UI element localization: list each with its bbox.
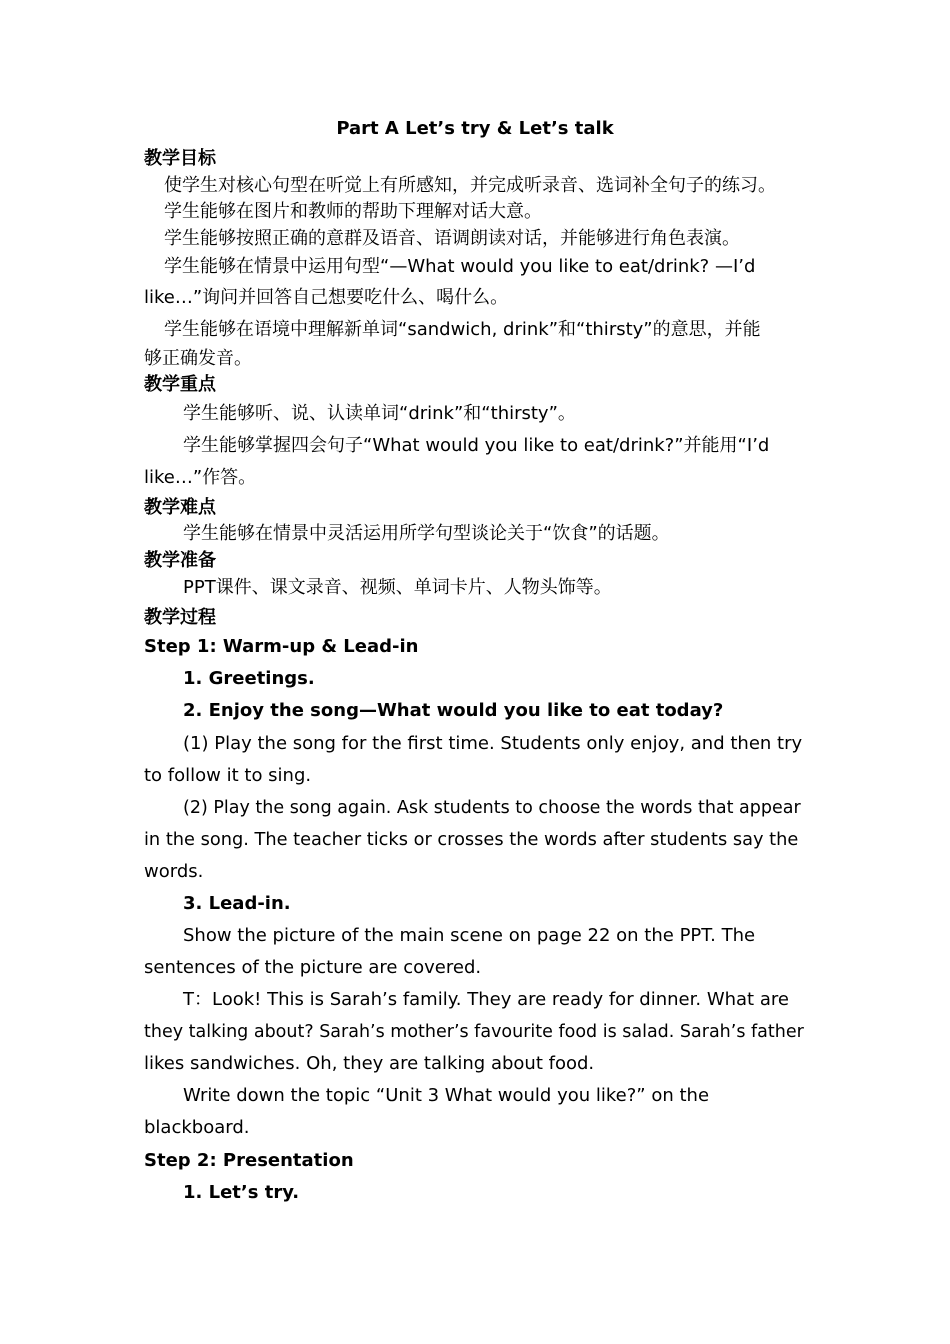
leadin-paragraph-2-line: T：Look! This is Sarah’s family. They are ready for dinner. What are xyxy=(183,989,789,1010)
greetings-title: 1. Greetings. xyxy=(183,668,315,689)
preparation-heading: 教学准备 xyxy=(144,550,216,571)
key-point-item-continued: like…”作答。 xyxy=(144,467,257,488)
document-title: Part A Let’s try & Let’s talk xyxy=(336,118,614,139)
objective-item: 学生能够在图片和教师的帮助下理解对话大意。 xyxy=(164,201,542,222)
objective-item: 学生能够在情景中运用句型“—What would you like to eat/drink? —I’d xyxy=(164,256,756,277)
step2-title: Step 2: Presentation xyxy=(144,1150,354,1171)
difficulty-item: 学生能够在情景中灵活运用所学句型谈论关于“饮食”的话题。 xyxy=(183,523,670,544)
objective-item: 使学生对核心句型在听觉上有所感知，并完成听录音、选词补全句子的练习。 xyxy=(164,175,776,196)
step1-title: Step 1: Warm-up & Lead-in xyxy=(144,636,419,657)
key-point-item: 学生能够掌握四会句子“What would you like to eat/drink?”并能用“I’d xyxy=(183,435,770,456)
key-point-item: 学生能够听、说、认读单词“drink”和“thirsty”。 xyxy=(183,403,576,424)
leadin-paragraph-3-line: blackboard. xyxy=(144,1117,250,1138)
objective-item: 学生能够按照正确的意群及语音、语调朗读对话，并能够进行角色表演。 xyxy=(164,228,740,249)
objective-item: 学生能够在语境中理解新单词“sandwich, drink”和“thirsty”的意思，并能 xyxy=(164,319,761,340)
leadin-paragraph-2-line: likes sandwiches. Oh, they are talking about food. xyxy=(144,1053,595,1074)
song-paragraph-2-line: in the song. The teacher ticks or crosses the words after students say the xyxy=(144,830,799,850)
leadin-paragraph-1-line: sentences of the picture are covered. xyxy=(144,957,482,978)
objective-item-continued: like…”询问并回答自己想要吃什么、喝什么。 xyxy=(144,287,509,308)
song-title: 2. Enjoy the song—What would you like to eat today? xyxy=(183,700,724,721)
key-points-heading: 教学重点 xyxy=(144,374,216,395)
leadin-paragraph-1-line: Show the picture of the main scene on page 22 on the PPT. The xyxy=(183,925,756,946)
lets-try-title: 1. Let’s try. xyxy=(183,1182,300,1203)
difficulties-heading: 教学难点 xyxy=(144,497,216,518)
objective-item-continued: 够正确发音。 xyxy=(144,348,252,369)
song-paragraph-2-line: (2) Play the song again. Ask students to choose the words that appear xyxy=(183,798,801,818)
song-paragraph-2-line: words. xyxy=(144,861,204,882)
leadin-paragraph-2-line: they talking about? Sarah’s mother’s favourite food is salad. Sarah’s father xyxy=(144,1022,804,1042)
song-paragraph-1-line: (1) Play the song for the first time. Students only enjoy, and then try xyxy=(183,733,803,754)
leadin-title: 3. Lead-in. xyxy=(183,893,291,914)
preparation-item: PPT课件、课文录音、视频、单词卡片、人物头饰等。 xyxy=(183,577,612,598)
objectives-heading: 教学目标 xyxy=(144,148,216,169)
process-heading: 教学过程 xyxy=(144,607,216,628)
leadin-paragraph-3-line: Write down the topic “Unit 3 What would you like?” on the xyxy=(183,1085,710,1106)
song-paragraph-1-line: to follow it to sing. xyxy=(144,765,312,786)
